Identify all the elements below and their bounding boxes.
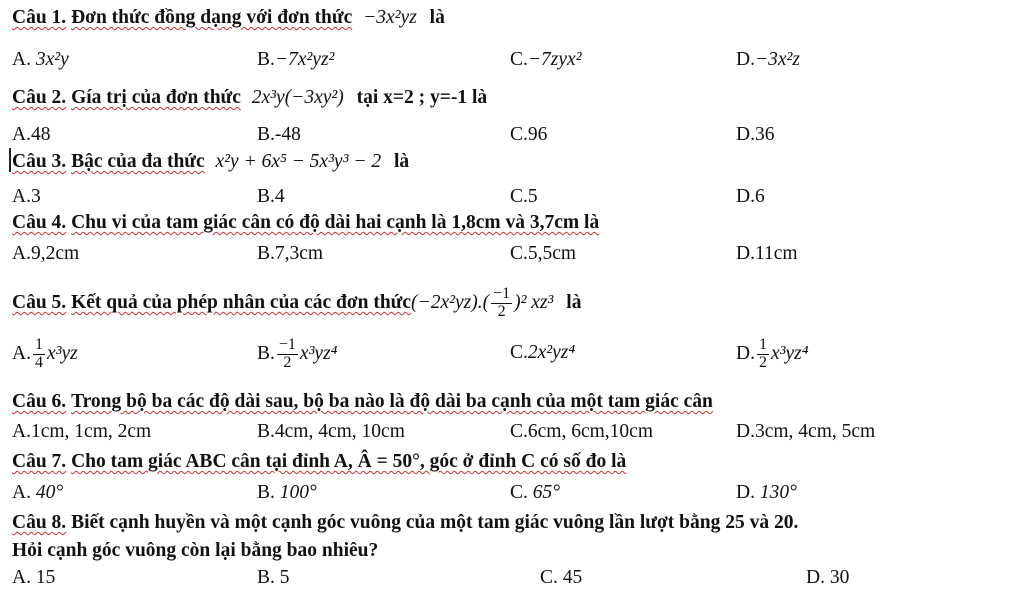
question-expression: )² xz³ [514,291,554,313]
question-expression: (−2x²yz).( [411,291,490,313]
option-a: A.48 [12,124,51,145]
option-d: D.6 [736,186,765,207]
question-7 [12,452,626,472]
question-2 [12,88,487,108]
question-expression: −3x²yz [363,7,417,28]
option-c: C. 65° [510,482,561,503]
option-d: D. $\frac{1}{2}$ x³yz⁴ [736,336,809,371]
question-text: Biết cạnh huyền và một cạnh góc vuông của một tam giác vuông lần lượt bằng 25 và 20. [71,512,799,533]
option-c: C.2x²yz⁴ [510,342,576,363]
question-5 [12,286,581,321]
question-text: Trong bộ ba các độ dài sau, bộ ba nào là độ dài ba cạnh của một tam giác cân [71,391,713,412]
question-text: Kết quả của phép nhân của các đơn thức [71,291,412,313]
question-8 [12,513,798,533]
margin-bar [9,148,11,172]
question-text: Cho tam giác ABC cân tại đỉnh A, Â = 50°, góc ở đỉnh C có số đo là [71,451,627,472]
option-b: B.-48 [257,124,301,145]
option-a: A.9,2cm [12,243,80,264]
fraction: $\frac{-1}{2}$ [493,285,511,320]
option-a: A. $\frac{1}{4}$ x³yz [12,336,78,371]
question-3 [12,152,409,172]
option-b: B.−7x²yz² [257,49,335,70]
question-tail: là [393,151,410,172]
option-b: B. 5 [257,567,290,588]
option-d: D.11cm [736,243,798,264]
question-number: Câu 6. [12,391,67,412]
question-tail: tại x=2 ; y=-1 là [356,87,488,108]
question-number: Câu 7. [12,451,67,472]
question-text: Hỏi cạnh góc vuông còn lại bằng bao nhiêu? [12,540,379,561]
question-text: Gía trị của đơn thức [71,87,241,108]
option-d: D. 30 [806,567,850,588]
option-b: B. $\frac{-1}{2}$ x³yz⁴ [257,336,338,371]
question-8-line-2 [12,541,378,561]
question-number: Câu 1. [12,7,67,28]
option-d: D.36 [736,124,775,145]
option-c: C.5,5cm [510,243,577,264]
option-c: C. 45 [540,567,583,588]
question-number: Câu 3. [12,151,67,172]
option-d: D. 130° [736,482,797,503]
option-d: D.−3x²z [736,49,800,70]
question-text: Bậc của đa thức [71,151,205,172]
question-1 [12,8,445,28]
question-number: Câu 8. [12,512,67,533]
option-b: B.4cm, 4cm, 10cm [257,421,405,442]
question-text: Đơn thức đồng dạng với đơn thức [71,7,353,28]
question-expression: 2x³y(−3xy²) [251,87,344,108]
option-c: C.5 [510,186,538,207]
question-number: Câu 4. [12,212,67,233]
question-number: Câu 2. [12,87,67,108]
option-a: A. 15 [12,567,56,588]
option-a: A. 40° [12,482,64,503]
option-c: C.−7zyx² [510,49,582,70]
option-b: B. 100° [257,482,317,503]
option-d: D.3cm, 4cm, 5cm [736,421,876,442]
question-tail: là [566,291,582,313]
question-4 [12,213,599,233]
question-number: Câu 5. [12,291,67,313]
question-tail: là [429,7,445,28]
question-6 [12,392,713,412]
option-c: C.6cm, 6cm,10cm [510,421,653,442]
question-text: Chu vi của tam giác cân có độ dài hai cạnh là 1,8cm và 3,7cm là [71,212,600,233]
option-b: B.7,3cm [257,243,324,264]
option-a: A. 3x²y [12,49,69,70]
option-c: C.96 [510,124,548,145]
option-a: A.3 [12,186,41,207]
option-b: B.4 [257,186,285,207]
option-a: A.1cm, 1cm, 2cm [12,421,152,442]
question-expression: x²y + 6x⁵ − 5x³y³ − 2 [215,151,382,172]
